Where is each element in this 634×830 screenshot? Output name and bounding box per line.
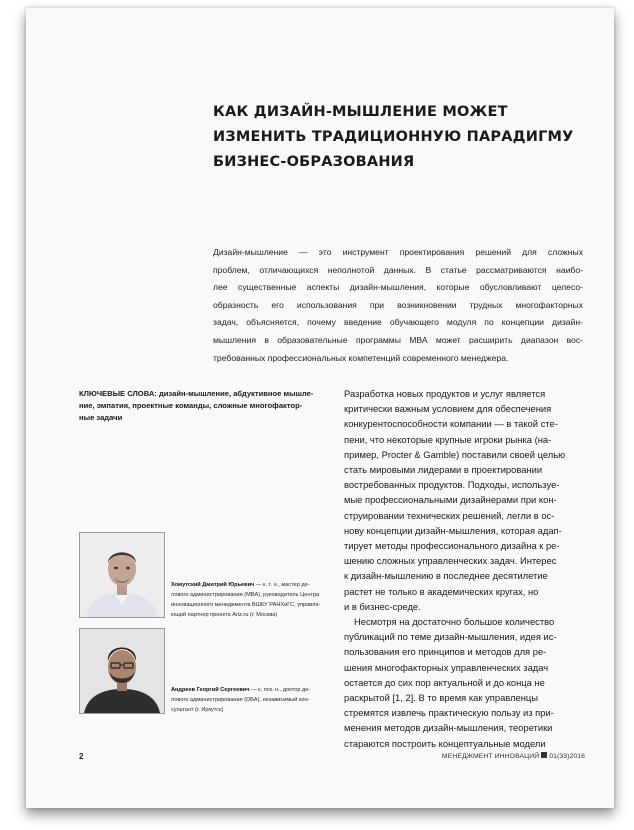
author-photo-andreev — [79, 628, 165, 714]
journal-issue: 01(33)2016 — [549, 753, 585, 760]
abstract-line: задач, объясняется, почему введение обучающего модуля по концепции дизайн- — [213, 317, 583, 328]
abstract-line: образность его использования при возникновении трудных многофакторных — [213, 299, 583, 310]
body-line: менения методов дизайн-мышления, теоретики — [344, 722, 553, 734]
article-title — [213, 100, 593, 175]
body-line: публикаций по теме дизайн-мышления, идея ис- — [344, 631, 557, 643]
abstract-line: проблем, отличающихся неполнотой данных. В статье рассматриваются наибо- — [213, 264, 583, 275]
body-line: шения многофакторных управленческих задач — [344, 661, 549, 673]
author-name: Андреев Георгий Сергеевич — [171, 687, 250, 693]
body-text — [344, 386, 594, 751]
body-line: струировании технических решений, легли в ос- — [344, 509, 555, 521]
author-info-andreev — [171, 685, 331, 715]
body-line: критически важным условием для обеспечения — [344, 403, 552, 415]
body-line: стать мировыми лидерами в проектировании — [344, 464, 543, 476]
body-line: мые профессиональными дизайнерами при кон- — [344, 494, 557, 506]
title-line: ИЗМЕНИТЬ ТРАДИЦИОННУЮ ПАРАДИГМУ — [213, 129, 574, 145]
author-credentials: — к. пск. н., доктор де- — [249, 687, 311, 693]
keywords-line: ние, эмпатия, проектные команды, сложные многофактор- — [79, 400, 303, 410]
body-line: пример, Procter & Gamble) поставили своей целью — [344, 448, 566, 460]
page-number: 2 — [79, 752, 84, 761]
abstract-line: лее существенные аспекты дизайн-мышления, которые обусловливают целесо- — [213, 282, 583, 293]
body-line: к дизайн-мышлению в последнее десятилетие — [344, 570, 548, 582]
author-credentials: инновационного менеджмента ВШКУ РАНХиГС, управля- — [171, 602, 321, 608]
abstract-line: мышления в образовательные программы МВА может расширить диапазон вос- — [213, 334, 583, 345]
body-line: стараются построить концептуальные модели — [344, 737, 546, 749]
body-line: Разработка новых продуктов и услуг является — [344, 388, 546, 399]
body-line: Несмотря на достаточно большое количество — [354, 616, 555, 628]
body-line: востребованных продуктов. Подходы, используе- — [344, 479, 560, 491]
author-credentials: ющий партнер проекта Ariz.ru (г. Москва) — [171, 612, 278, 618]
keywords-line: ные задачи — [79, 412, 123, 422]
author-info-khomutsky — [171, 580, 331, 620]
author-credentials: сультант (г. Иркутск) — [171, 707, 224, 713]
body-line: и в бизнес-среде. — [344, 600, 421, 612]
body-line: остается до сих пор актуальной и до конца не — [344, 676, 545, 688]
body-line: растет не только в академических кругах, но — [344, 585, 539, 597]
author-credentials: лового администрирования (MBA), руководитель Центра — [171, 592, 320, 598]
title-line: КАК ДИЗАЙН-МЫШЛЕНИЕ МОЖЕТ — [213, 104, 508, 120]
abstract — [213, 244, 583, 367]
body-line: тирует методы профессионального дизайна к ре- — [344, 540, 560, 552]
author-credentials: — к. т. н., мастер де- — [254, 582, 310, 588]
keywords — [79, 388, 319, 423]
square-separator-icon — [541, 752, 547, 758]
abstract-line: требованных профессиональных компетенций современного менеджера. — [213, 352, 509, 363]
body-line: пользования его принципов и методов для ре- — [344, 646, 547, 658]
author-credentials: лового администрирования (DBA), независимый кон- — [171, 697, 310, 703]
body-line: стремятся извлечь практическую пользу из при- — [344, 707, 554, 719]
body-line: нову концепции дизайн-мышления, которая адап- — [344, 524, 562, 536]
body-line: шению сложных управленческих задач. Интерес — [344, 555, 557, 567]
body-line: раскрытой [1, 2]. В то время как управленцы — [344, 692, 539, 704]
journal-footer — [442, 752, 585, 760]
body-line: конкурентоспособности компании — в такой сте- — [344, 418, 558, 430]
author-name: Хомутский Дмитрий Юрьевич — [171, 582, 255, 588]
journal-name: МЕНЕДЖМЕНТ ИННОВАЦИЙ — [441, 753, 540, 760]
body-line: пени, что некоторые крупные игроки рынка (на- — [344, 433, 552, 445]
abstract-line: Дизайн-мышление — это инструмент проектирования решений для сложных — [213, 247, 583, 257]
paper-page — [26, 8, 614, 808]
title-line: БИЗНЕС-ОБРАЗОВАНИЯ — [213, 154, 415, 170]
author-photo-khomutsky — [79, 532, 165, 618]
keywords-line: КЛЮЧЕВЫЕ СЛОВА: дизайн-мышление, абдуктивное мышле- — [79, 389, 314, 398]
